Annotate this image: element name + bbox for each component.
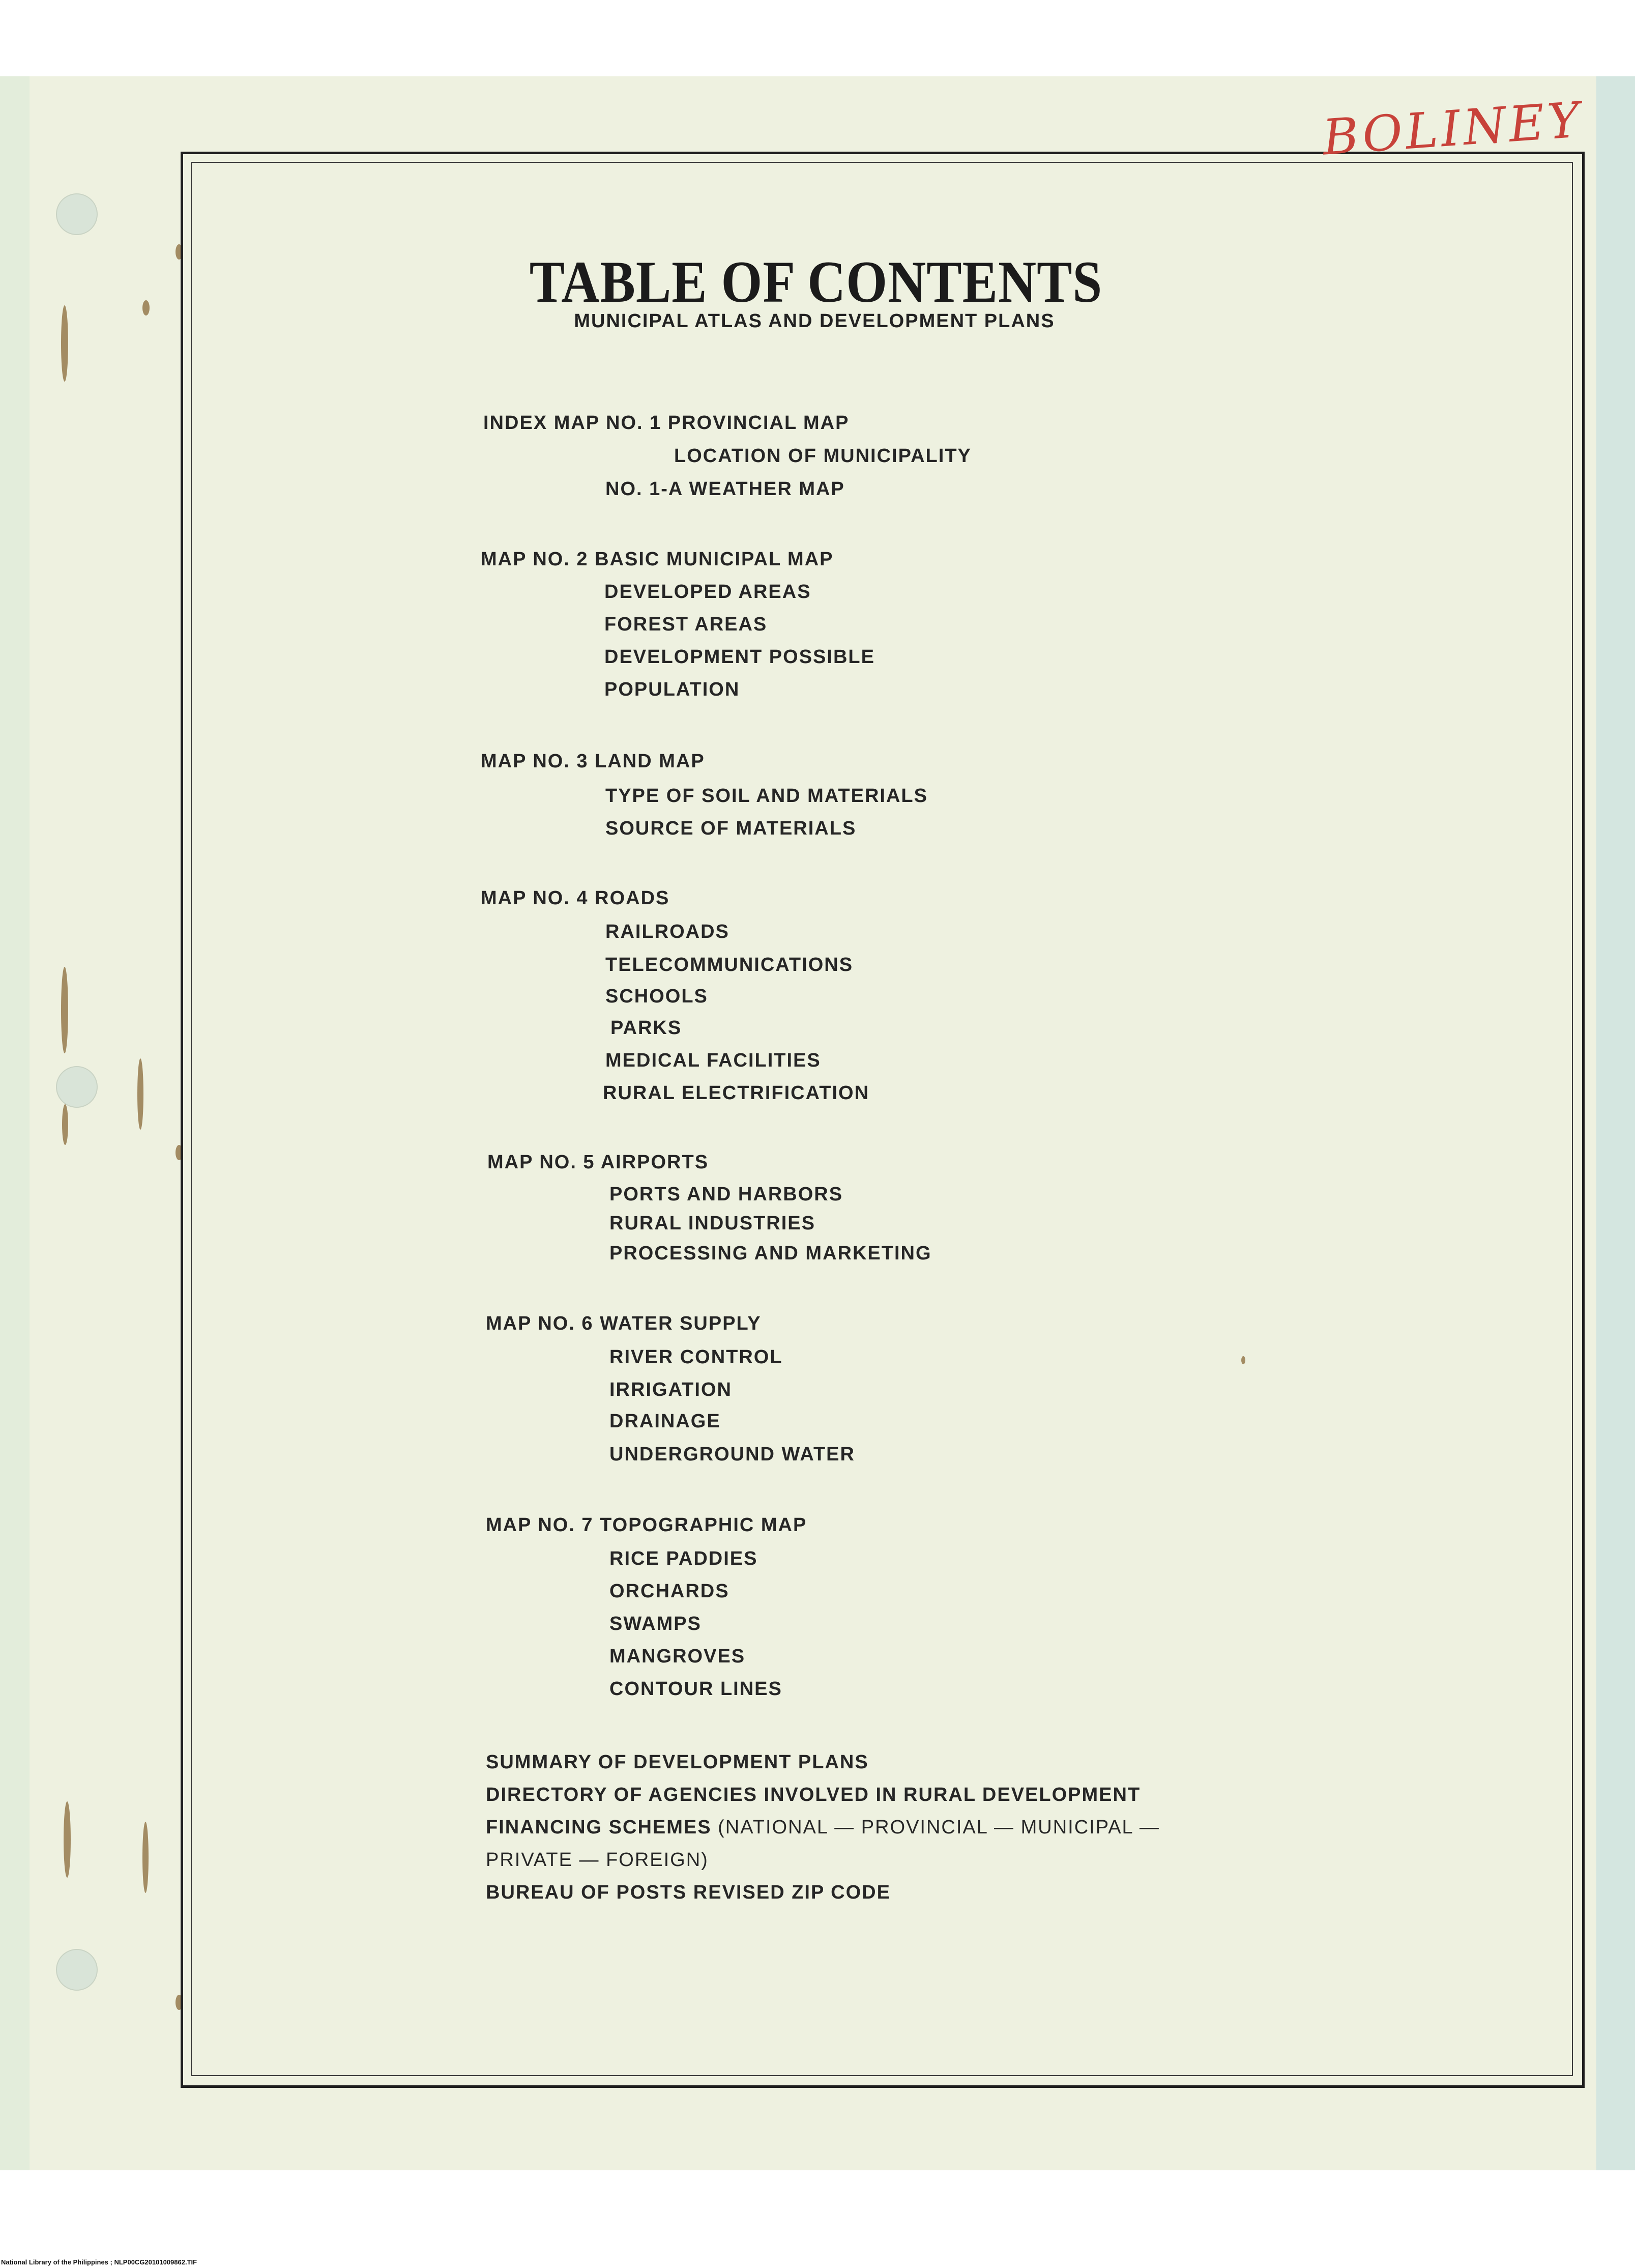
scan-edge-strip	[1596, 76, 1635, 2170]
page-subtitle: MUNICIPAL ATLAS AND DEVELOPMENT PLANS	[574, 310, 1055, 332]
toc-entry: DIRECTORY OF AGENCIES INVOLVED IN RURAL DEVELOPMENT	[486, 1784, 1141, 1805]
toc-subentry: SOURCE OF MATERIALS	[605, 818, 857, 839]
toc-subentry: TYPE OF SOIL AND MATERIALS	[605, 785, 928, 807]
toc-entry: MAP NO. 6 WATER SUPPLY	[486, 1313, 762, 1334]
toc-subentry: PROCESSING AND MARKETING	[609, 1243, 932, 1264]
toc-entry-continued: PRIVATE — FOREIGN)	[486, 1849, 709, 1871]
toc-subentry: FOREST AREAS	[604, 614, 768, 635]
handwritten-annotation: BOLINEY	[1321, 91, 1585, 166]
toc-subentry: SWAMPS	[609, 1613, 702, 1634]
stain-mark	[137, 1058, 143, 1130]
toc-subentry: RAILROADS	[605, 921, 729, 942]
toc-entry: MAP NO. 2 BASIC MUNICIPAL MAP	[481, 549, 834, 570]
toc-subentry: POPULATION	[604, 679, 740, 700]
punch-hole	[56, 193, 98, 235]
toc-entry: MAP NO. 5 AIRPORTS	[487, 1152, 709, 1173]
toc-subentry: RIVER CONTROL	[609, 1346, 783, 1368]
footer-source-label: National Library of the Philippines ; NLP00CG20101009862.TIF	[1, 2258, 197, 2266]
footer-bar	[0, 2257, 1635, 2268]
page-title: TABLE OF CONTENTS	[529, 249, 1103, 315]
toc-subentry: DEVELOPED AREAS	[604, 581, 811, 602]
financing-label: FINANCING SCHEMES	[486, 1817, 712, 1838]
toc-subentry: CONTOUR LINES	[609, 1678, 782, 1700]
toc-subentry: SCHOOLS	[605, 986, 708, 1007]
toc-subentry: DRAINAGE	[609, 1411, 721, 1432]
toc-subentry: MANGROVES	[609, 1646, 746, 1667]
financing-detail: (NATIONAL — PROVINCIAL — MUNICIPAL —	[718, 1817, 1160, 1838]
toc-entry: INDEX MAP NO. 1 PROVINCIAL MAP	[483, 412, 850, 434]
toc-subentry: IRRIGATION	[609, 1379, 732, 1400]
toc-subentry: DEVELOPMENT POSSIBLE	[604, 646, 875, 668]
punch-hole	[56, 1949, 98, 1991]
toc-subentry: RURAL ELECTRIFICATION	[603, 1082, 870, 1104]
toc-entry	[486, 1817, 1160, 1839]
toc-subentry: ORCHARDS	[609, 1581, 729, 1602]
toc-subentry: PARKS	[610, 1017, 682, 1039]
toc-entry: BUREAU OF POSTS REVISED ZIP CODE	[486, 1882, 891, 1903]
stain-mark	[142, 1822, 149, 1893]
stain-mark	[62, 1104, 68, 1145]
toc-subentry: UNDERGROUND WATER	[609, 1444, 855, 1465]
toc-subentry: MEDICAL FACILITIES	[605, 1050, 821, 1071]
toc-entry: SUMMARY OF DEVELOPMENT PLANS	[486, 1752, 869, 1773]
punch-hole	[56, 1066, 98, 1108]
toc-subentry: PORTS AND HARBORS	[609, 1184, 843, 1205]
toc-subentry: TELECOMMUNICATIONS	[605, 954, 854, 975]
toc-entry: MAP NO. 4 ROADS	[481, 887, 670, 909]
stain-mark	[61, 967, 68, 1053]
toc-subentry: RURAL INDUSTRIES	[609, 1213, 815, 1234]
toc-entry: MAP NO. 7 TOPOGRAPHIC MAP	[486, 1514, 807, 1536]
toc-subentry: RICE PADDIES	[609, 1548, 758, 1569]
toc-subentry: NO. 1-A WEATHER MAP	[605, 478, 845, 500]
toc-subentry: LOCATION OF MUNICIPALITY	[674, 445, 972, 467]
stain-mark	[64, 1801, 71, 1878]
toc-entry: MAP NO. 3 LAND MAP	[481, 751, 705, 772]
